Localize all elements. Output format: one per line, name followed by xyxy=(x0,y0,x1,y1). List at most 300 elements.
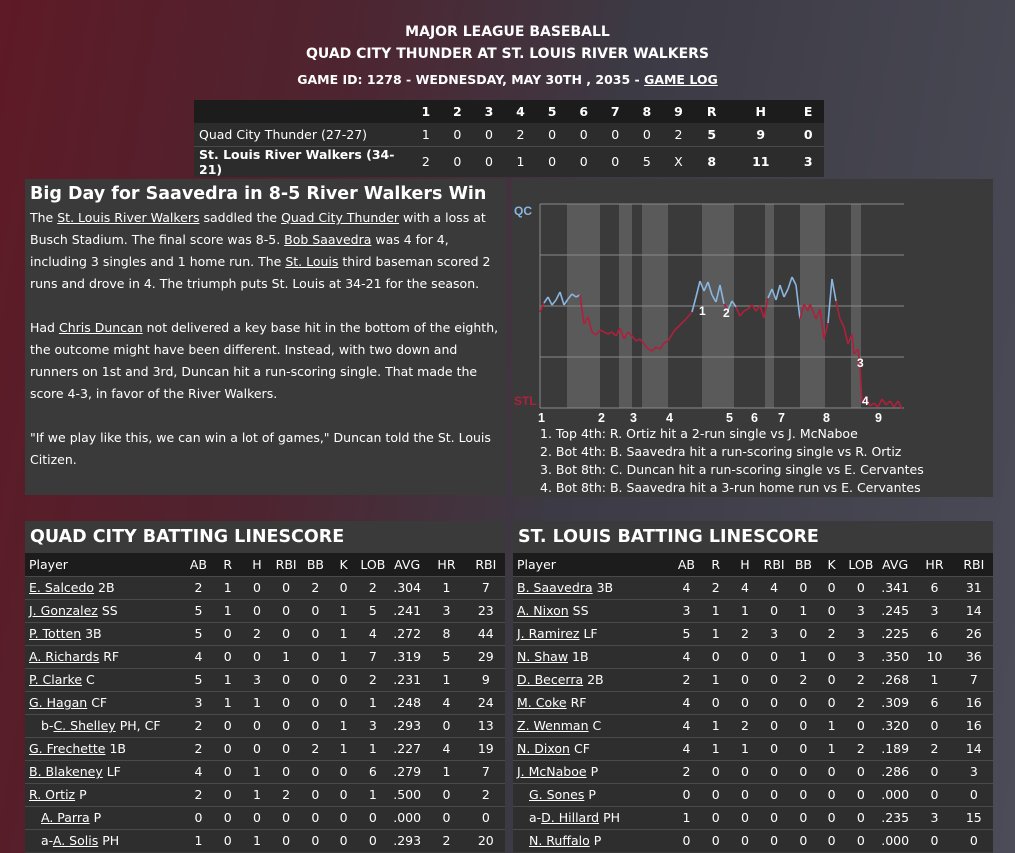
player-position: P xyxy=(590,764,599,779)
player-row xyxy=(25,829,505,852)
inning-runs: 2 xyxy=(516,126,525,142)
player-cell xyxy=(513,737,672,760)
key-event: 4. Bot 8th: B. Saavedra hit a 3-run home run vs E. Cervantes xyxy=(540,480,921,495)
win-probability-panel xyxy=(512,179,993,497)
player-row xyxy=(513,691,993,714)
player-position: P xyxy=(79,787,87,802)
player-name-link[interactable]: J. Gonzalez xyxy=(29,603,98,618)
stat-cell: 0 xyxy=(481,810,490,825)
stat-cell: 0 xyxy=(799,787,808,802)
stat-cell: .000 xyxy=(393,810,422,825)
recap-link[interactable]: Chris Duncan xyxy=(58,320,143,335)
column-header: R xyxy=(223,556,233,572)
player-cell xyxy=(513,576,672,599)
inning-runs: 0 xyxy=(611,126,620,142)
stat-cell: 0 xyxy=(856,787,865,802)
stat-cell: 0 xyxy=(740,787,749,802)
player-name-link[interactable]: C. Shelley xyxy=(53,718,116,733)
win-prob-segment xyxy=(548,297,552,305)
inning-header: 3 xyxy=(484,104,494,119)
win-prob-segment xyxy=(612,332,616,336)
player-name-link[interactable]: J. McNaboe xyxy=(517,764,587,779)
stat-cell: 2 xyxy=(194,741,203,756)
win-prob-segment xyxy=(832,279,836,301)
stat-cell: 0 xyxy=(930,764,939,779)
stl-batting-table xyxy=(513,553,993,852)
batting-header-row xyxy=(25,553,505,576)
win-prob-segment xyxy=(604,332,608,334)
stat-cell: 1 xyxy=(711,626,720,641)
player-row xyxy=(513,737,993,760)
win-prob-segment xyxy=(668,331,674,341)
team-label-bottom: STL xyxy=(514,394,537,408)
recap-link[interactable]: St. Louis xyxy=(285,254,339,269)
win-probability-chart xyxy=(512,179,993,425)
column-header: BB xyxy=(306,556,324,572)
player-name-link[interactable]: E. Salcedo xyxy=(29,580,95,595)
stat-cell: 0 xyxy=(740,810,749,825)
stat-cell: 5 xyxy=(368,603,377,618)
stat-cell: 0 xyxy=(770,787,779,802)
stat-cell: 0 xyxy=(856,718,865,733)
stat-cell: 4 xyxy=(682,695,691,710)
key-event: 2. Bot 4th: B. Saavedra hit a run-scoring single vs R. Ortiz xyxy=(540,444,902,459)
game-log-link[interactable]: GAME LOG xyxy=(644,72,718,87)
stat-cell: 0 xyxy=(770,810,779,825)
player-position: 3B xyxy=(85,626,102,641)
stat-cell: 2 xyxy=(194,787,203,802)
stat-cell: .000 xyxy=(881,787,910,802)
stat-cell: 26 xyxy=(965,626,982,641)
recap-paragraph xyxy=(30,427,501,471)
event-marker: 2 xyxy=(723,306,730,320)
player-cell xyxy=(513,622,672,645)
event-marker: 4 xyxy=(862,394,869,408)
stat-cell: 0 xyxy=(282,833,291,849)
player-row xyxy=(513,806,993,829)
player-name-link[interactable]: Z. Wenman xyxy=(517,718,589,733)
game-id: GAME ID: 1278 - WEDNESDAY, MAY 30TH , 2035 - xyxy=(297,72,640,87)
player-position: PH xyxy=(102,833,120,849)
stat-cell: 0 xyxy=(711,764,720,779)
win-prob-segment xyxy=(632,336,636,341)
stat-cell: 0 xyxy=(311,833,320,849)
stat-cell: 0 xyxy=(252,603,261,618)
win-prob-segment xyxy=(686,312,692,319)
win-prob-segment xyxy=(636,339,640,341)
stat-cell: 0 xyxy=(969,787,978,802)
stat-cell: 0 xyxy=(856,580,865,595)
stat-cell: 4 xyxy=(194,764,203,779)
stat-cell: 0 xyxy=(311,626,320,641)
team-linescore-row xyxy=(194,146,824,177)
player-row xyxy=(25,783,505,806)
player-name-link[interactable]: G. Frechette xyxy=(29,741,106,756)
win-prob-segment xyxy=(870,403,874,406)
stat-cell: 36 xyxy=(965,649,982,664)
win-prob-segment xyxy=(890,401,894,407)
stat-cell: 2 xyxy=(856,695,865,710)
stat-cell: 0 xyxy=(856,810,865,825)
recap-title: Big Day for Saavedra in 8-5 River Walkers Win xyxy=(30,184,487,204)
stat-cell: 31 xyxy=(965,580,982,595)
column-header: AVG xyxy=(882,556,909,572)
player-position: 3B xyxy=(596,580,614,595)
win-prob-segment xyxy=(874,403,878,407)
stat-cell: 0 xyxy=(711,695,720,710)
player-name-link[interactable]: B. Blakeney xyxy=(29,764,103,779)
stat-cell: .286 xyxy=(881,764,910,779)
stat-cell: 0 xyxy=(770,833,779,849)
player-name-link[interactable]: A. Nixon xyxy=(517,603,569,618)
key-event: 1. Top 4th: R. Ortiz hit a 2-run single vs J. McNaboe xyxy=(540,426,858,441)
player-cell xyxy=(25,760,184,783)
stat-cell: 3 xyxy=(770,626,779,641)
stat-cell: 0 xyxy=(711,810,720,825)
inning-runs: 0 xyxy=(453,126,462,142)
stat-cell: 0 xyxy=(339,833,348,849)
column-header: LOB xyxy=(848,556,874,572)
stat-cell: 3 xyxy=(930,810,939,825)
stat-cell: 1 xyxy=(368,695,377,710)
win-prob-segment xyxy=(776,285,780,300)
column-header: RBI xyxy=(475,556,497,572)
player-name-link[interactable]: A. Parra xyxy=(41,810,90,825)
player-cell xyxy=(513,599,672,622)
qc-batting-panel xyxy=(25,521,505,853)
stat-cell: 4 xyxy=(682,741,691,756)
column-header: K xyxy=(827,556,836,572)
stat-cell: 2 xyxy=(856,672,865,687)
player-name-link[interactable]: P. Totten xyxy=(29,626,82,641)
stat-cell: .293 xyxy=(393,833,422,849)
player-position: P xyxy=(588,787,596,802)
stat-cell: 1 xyxy=(223,695,232,710)
sub-prefix: b- xyxy=(41,718,54,733)
recap-paragraph xyxy=(30,207,501,295)
stat-cell: .227 xyxy=(393,741,422,756)
stat-cell: 1 xyxy=(799,603,808,618)
stat-cell: 0 xyxy=(339,580,348,595)
stat-cell: 0 xyxy=(223,718,232,733)
player-cell xyxy=(513,829,672,852)
player-name-link[interactable]: P. Clarke xyxy=(29,672,83,687)
stat-cell: 29 xyxy=(477,649,494,664)
stat-cell: 0 xyxy=(282,672,291,687)
total-header: E xyxy=(803,104,813,119)
stat-cell: .225 xyxy=(881,626,910,641)
stat-cell: 1 xyxy=(442,672,451,687)
stat-cell: 0 xyxy=(770,695,779,710)
stat-cell: 2 xyxy=(282,787,291,802)
stat-cell: 16 xyxy=(965,695,982,710)
player-row xyxy=(25,737,505,760)
stat-cell: 3 xyxy=(194,695,203,710)
stat-cell: 24 xyxy=(477,695,494,710)
stat-cell: 6 xyxy=(930,695,939,710)
inning-runs: 1 xyxy=(516,154,525,169)
stat-cell: 0 xyxy=(442,718,451,733)
stat-cell: 1 xyxy=(711,718,720,733)
inning-tick-label: 9 xyxy=(875,411,882,425)
stat-cell: 0 xyxy=(368,810,377,825)
stat-cell: 1 xyxy=(799,649,808,664)
linescore-header xyxy=(194,100,824,123)
stat-cell: 2 xyxy=(799,672,808,687)
stat-cell: 0 xyxy=(339,695,348,710)
inning-runs: X xyxy=(674,154,683,169)
stat-cell: .245 xyxy=(881,603,910,618)
stat-cell: 0 xyxy=(799,833,808,849)
player-position: C xyxy=(86,672,95,687)
stat-cell: 0 xyxy=(856,833,865,849)
stat-cell: 0 xyxy=(827,580,836,595)
stat-cell: 16 xyxy=(965,718,982,733)
stat-cell: 0 xyxy=(799,810,808,825)
win-prob-segment xyxy=(756,306,760,311)
stat-cell: 0 xyxy=(223,810,232,825)
stat-cell: 0 xyxy=(827,649,836,664)
player-cell xyxy=(513,783,672,806)
player-row xyxy=(513,783,993,806)
win-prob-segment xyxy=(692,297,696,312)
player-row xyxy=(25,691,505,714)
player-name-link[interactable]: N. Shaw xyxy=(517,649,569,664)
recap-text: not delivered a key base hit in the bottom of the eighth, the outcome might have been different. Instead, with two down and runners on 1st and 3rd, Duncan hit a run-scoring single. That made the score 4-3, in favor of the River Walkers. xyxy=(30,320,499,401)
player-cell xyxy=(25,622,184,645)
column-header: LOB xyxy=(360,556,386,572)
stat-cell: 0 xyxy=(770,603,779,618)
stat-cell: 0 xyxy=(311,787,320,802)
stat-cell: .235 xyxy=(881,810,910,825)
recap-link[interactable]: Bob Saavedra xyxy=(284,232,372,247)
stat-cell: .500 xyxy=(393,787,422,802)
recap-text: third baseman scored 2 runs and drove in 4. The triumph puts St. Louis at 34-21 for the season. xyxy=(30,254,491,291)
inning-header: 4 xyxy=(516,104,525,119)
recap-link[interactable]: Quad City Thunder xyxy=(281,210,400,225)
stat-cell: 1 xyxy=(740,741,749,756)
player-position: SS xyxy=(572,603,589,618)
stat-cell: 0 xyxy=(282,626,291,641)
inning-header: 6 xyxy=(579,104,589,119)
stat-cell: 4 xyxy=(740,580,749,595)
inning-header: 1 xyxy=(421,104,431,119)
stat-cell: 3 xyxy=(856,626,865,641)
player-position: PH, CF xyxy=(119,718,161,733)
stat-cell: 0 xyxy=(799,764,808,779)
stat-cell: 0 xyxy=(311,672,320,687)
player-cell xyxy=(25,783,184,806)
win-prob-segment xyxy=(608,332,612,334)
stat-cell: 0 xyxy=(339,764,348,779)
stat-cell: 44 xyxy=(477,626,494,641)
qc-batting-table xyxy=(25,553,505,852)
inning-header: 2 xyxy=(453,104,462,119)
win-prob-segment xyxy=(792,277,796,285)
win-prob-segment xyxy=(560,292,564,305)
win-prob-segment xyxy=(836,301,840,319)
stat-cell: 4 xyxy=(194,649,203,664)
stat-cell: 14 xyxy=(965,741,982,756)
win-prob-segment xyxy=(894,401,898,407)
stat-cell: 0 xyxy=(252,810,261,825)
stat-cell: 2 xyxy=(827,626,836,641)
stat-cell: 0 xyxy=(194,810,203,825)
stat-cell: 0 xyxy=(827,764,836,779)
recap-link[interactable]: St. Louis River Walkers xyxy=(57,210,200,225)
win-prob-segment xyxy=(674,325,680,331)
stat-cell: 1 xyxy=(442,764,451,779)
stat-cell: 4 xyxy=(442,741,451,756)
column-header: HR xyxy=(925,556,944,572)
player-name-link[interactable]: N. Ruffalo xyxy=(529,833,590,849)
player-position: 1B xyxy=(572,649,589,664)
stat-cell: 4 xyxy=(682,718,691,733)
stat-cell: 19 xyxy=(477,741,494,756)
stat-cell: 0 xyxy=(770,741,779,756)
team-total: 9 xyxy=(756,126,766,142)
inning-linescore xyxy=(194,100,824,177)
stat-cell: 10 xyxy=(926,649,943,664)
stat-cell: 0 xyxy=(311,764,320,779)
stat-cell: 1 xyxy=(711,603,720,618)
stat-cell: 2 xyxy=(682,672,691,687)
player-cell xyxy=(25,691,184,714)
stat-cell: 0 xyxy=(799,580,808,595)
player-name-link[interactable]: J. Ramirez xyxy=(517,626,580,641)
stat-cell: 0 xyxy=(311,603,320,618)
win-prob-segment xyxy=(760,306,764,318)
team-total: 0 xyxy=(803,126,813,142)
stat-cell: 1 xyxy=(368,787,377,802)
stat-cell: .000 xyxy=(881,833,910,849)
player-position: 2B xyxy=(587,672,604,687)
player-name-link[interactable]: A. Richards xyxy=(29,649,100,664)
stat-cell: .309 xyxy=(881,695,910,710)
stat-cell: .231 xyxy=(393,672,422,687)
stat-cell: 0 xyxy=(282,718,291,733)
stat-cell: 0 xyxy=(311,649,320,664)
inning-runs: 0 xyxy=(484,126,493,142)
stat-cell: 0 xyxy=(311,810,320,825)
player-name-link[interactable]: A. Solis xyxy=(52,833,99,849)
stat-cell: 15 xyxy=(965,810,982,825)
stl-batting-panel xyxy=(513,521,993,853)
player-name-link[interactable]: N. Dixon xyxy=(517,741,570,756)
team-name: Quad City Thunder (27-27) xyxy=(199,126,368,142)
recap-text: The xyxy=(30,210,58,225)
stat-cell: 4 xyxy=(682,649,691,664)
team-label-top: QC xyxy=(514,204,532,218)
column-header: R xyxy=(711,556,721,572)
stat-cell: 2 xyxy=(740,626,749,641)
stat-cell: 6 xyxy=(930,580,939,595)
stat-cell: 0 xyxy=(770,649,779,664)
stat-cell: 2 xyxy=(252,626,261,641)
inning-tick-label: 4 xyxy=(666,411,673,425)
player-cell xyxy=(513,714,672,737)
player-name-link[interactable]: G. Hagan xyxy=(29,695,88,710)
stat-cell: 1 xyxy=(252,695,261,710)
stat-cell: 1 xyxy=(252,833,261,849)
stat-cell: 2 xyxy=(856,741,865,756)
inning-runs: 5 xyxy=(642,154,651,169)
player-position: 1B xyxy=(109,741,126,756)
matchup-title: QUAD CITY THUNDER AT ST. LOUIS RIVER WALKERS xyxy=(305,46,710,62)
stat-cell: 3 xyxy=(682,603,691,618)
inning-header: 5 xyxy=(547,104,557,119)
stat-cell: .241 xyxy=(393,603,422,618)
stat-cell: 0 xyxy=(252,580,261,595)
stat-cell: 0 xyxy=(442,787,451,802)
win-prob-segment xyxy=(736,307,740,316)
stat-cell: .272 xyxy=(393,626,422,641)
stat-cell: 2 xyxy=(311,741,320,756)
win-prob-segment xyxy=(878,399,882,407)
team-total: 8 xyxy=(707,154,717,169)
player-position: RF xyxy=(570,695,587,710)
stat-cell: 1 xyxy=(252,764,261,779)
inning-tick-label: 6 xyxy=(751,411,758,425)
inning-runs: 0 xyxy=(453,154,462,169)
stat-cell: 6 xyxy=(368,764,377,779)
stat-cell: 0 xyxy=(930,718,939,733)
stat-cell: 1 xyxy=(339,626,348,641)
event-marker: 3 xyxy=(857,356,864,370)
stat-cell: 2 xyxy=(481,787,490,802)
stat-cell: 1 xyxy=(682,810,691,825)
inning-runs: 0 xyxy=(579,126,588,142)
stat-cell: 0 xyxy=(740,672,749,687)
recap-text: saddled the xyxy=(199,210,282,225)
stat-cell: 23 xyxy=(477,603,494,618)
player-name-link[interactable]: D. Becerra xyxy=(517,672,584,687)
team-total: 5 xyxy=(707,126,717,142)
player-name-link[interactable]: M. Coke xyxy=(517,695,567,710)
team-header xyxy=(194,100,410,123)
team-total: 11 xyxy=(752,154,770,169)
stat-cell: 13 xyxy=(477,718,494,733)
player-cell xyxy=(513,645,672,668)
stat-cell: 0 xyxy=(223,787,232,802)
player-position: P xyxy=(593,833,602,849)
stat-cell: 0 xyxy=(282,695,291,710)
stat-cell: 0 xyxy=(282,580,291,595)
player-name-link[interactable]: R. Ortiz xyxy=(29,787,76,802)
stat-cell: 0 xyxy=(711,649,720,664)
total-header: R xyxy=(706,104,717,119)
stat-cell: 0 xyxy=(339,787,348,802)
player-name-link[interactable]: D. Hillard xyxy=(541,810,600,825)
player-position: RF xyxy=(103,649,120,664)
player-position: 2B xyxy=(98,580,115,595)
stat-cell: 1 xyxy=(223,672,232,687)
stat-cell: 0 xyxy=(930,833,939,849)
stat-cell: 0 xyxy=(223,626,232,641)
stat-cell: 2 xyxy=(368,580,377,595)
player-name-link[interactable]: B. Saavedra xyxy=(517,580,593,595)
player-row xyxy=(513,599,993,622)
stat-cell: 0 xyxy=(827,833,836,849)
player-cell xyxy=(25,714,184,737)
player-name-link[interactable]: G. Sones xyxy=(529,787,585,802)
stat-cell: 7 xyxy=(368,649,377,664)
stat-cell: 0 xyxy=(799,695,808,710)
league-title: MAJOR LEAGUE BASEBALL xyxy=(405,24,610,40)
qc-batting-title: QUAD CITY BATTING LINESCORE xyxy=(30,527,345,547)
stat-cell: 1 xyxy=(339,718,348,733)
win-prob-segment xyxy=(744,309,748,311)
